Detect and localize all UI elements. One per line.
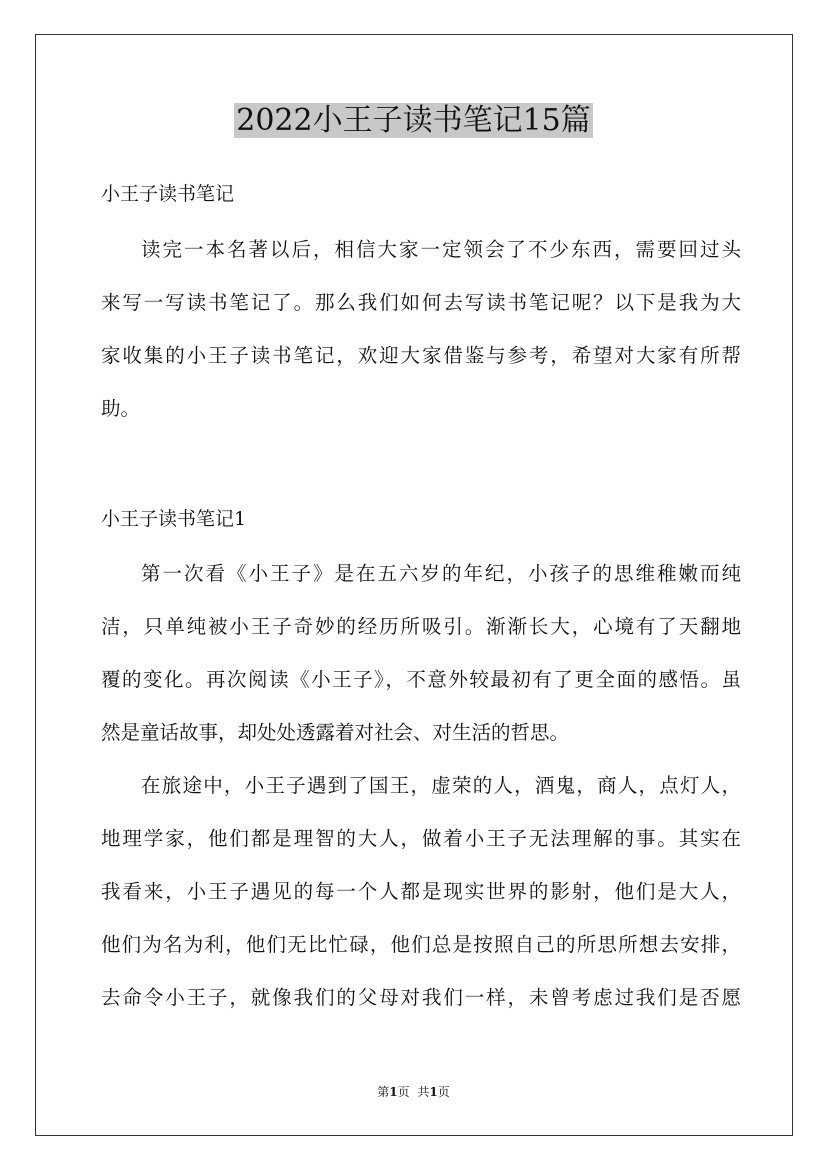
paragraph-line: 在旅途中，小王子遇到了国王，虚荣的人，酒鬼，商人，点灯人，: [141, 774, 741, 797]
page-label: 页: [397, 1085, 410, 1099]
paragraph-line: 第一次看《小王子》是在五六岁的年纪，小孩子的思维稚嫩而纯: [141, 562, 741, 585]
paragraph-line: 覆的变化。再次阅读《小王子》，不意外较最初有了更全面的感悟。虽: [101, 668, 741, 691]
intro-heading: 小王子读书笔记: [101, 183, 235, 205]
section-heading: 小王子读书笔记1: [101, 508, 247, 530]
intro-line: 助。: [101, 397, 141, 420]
paragraph-line: 去命令小王子，就像我们的父母对我们一样，未曾考虑过我们是否愿: [101, 986, 741, 1009]
paragraph-line: 然是童话故事，却处处透露着对社会、对生活的哲思。: [101, 721, 570, 744]
total-prefix: 共: [417, 1085, 430, 1099]
total-pages: 1: [429, 1085, 438, 1099]
document-title-text: 2022小王子读书笔记15篇: [236, 103, 591, 138]
paragraph-line: 洁，只单纯被小王子奇妙的经历所吸引。渐渐长大，心境有了天翻地: [101, 615, 741, 638]
intro-line: 家收集的小王子读书笔记，欢迎大家借鉴与参考，希望对大家有所帮: [101, 344, 741, 367]
intro-line: 读完一本名著以后，相信大家一定领会了不少东西，需要回过头: [141, 238, 741, 261]
page-number: 1: [389, 1085, 398, 1099]
total-label: 页: [437, 1085, 450, 1099]
paragraph-line: 我看来，小王子遇见的每一个人都是现实世界的影射，他们是大人，: [101, 880, 741, 903]
page-footer: [0, 1084, 827, 1100]
page-prefix: 第: [377, 1085, 390, 1099]
intro-line: 来写一写读书笔记了。那么我们如何去写读书笔记呢？以下是我为大: [101, 291, 741, 314]
paragraph-line: 地理学家，他们都是理智的大人，做着小王子无法理解的事。其实在: [101, 827, 741, 850]
paragraph-line: 他们为名为利，他们无比忙碌，他们总是按照自己的所思所想去安排，: [101, 933, 741, 956]
document-title: [0, 100, 827, 142]
